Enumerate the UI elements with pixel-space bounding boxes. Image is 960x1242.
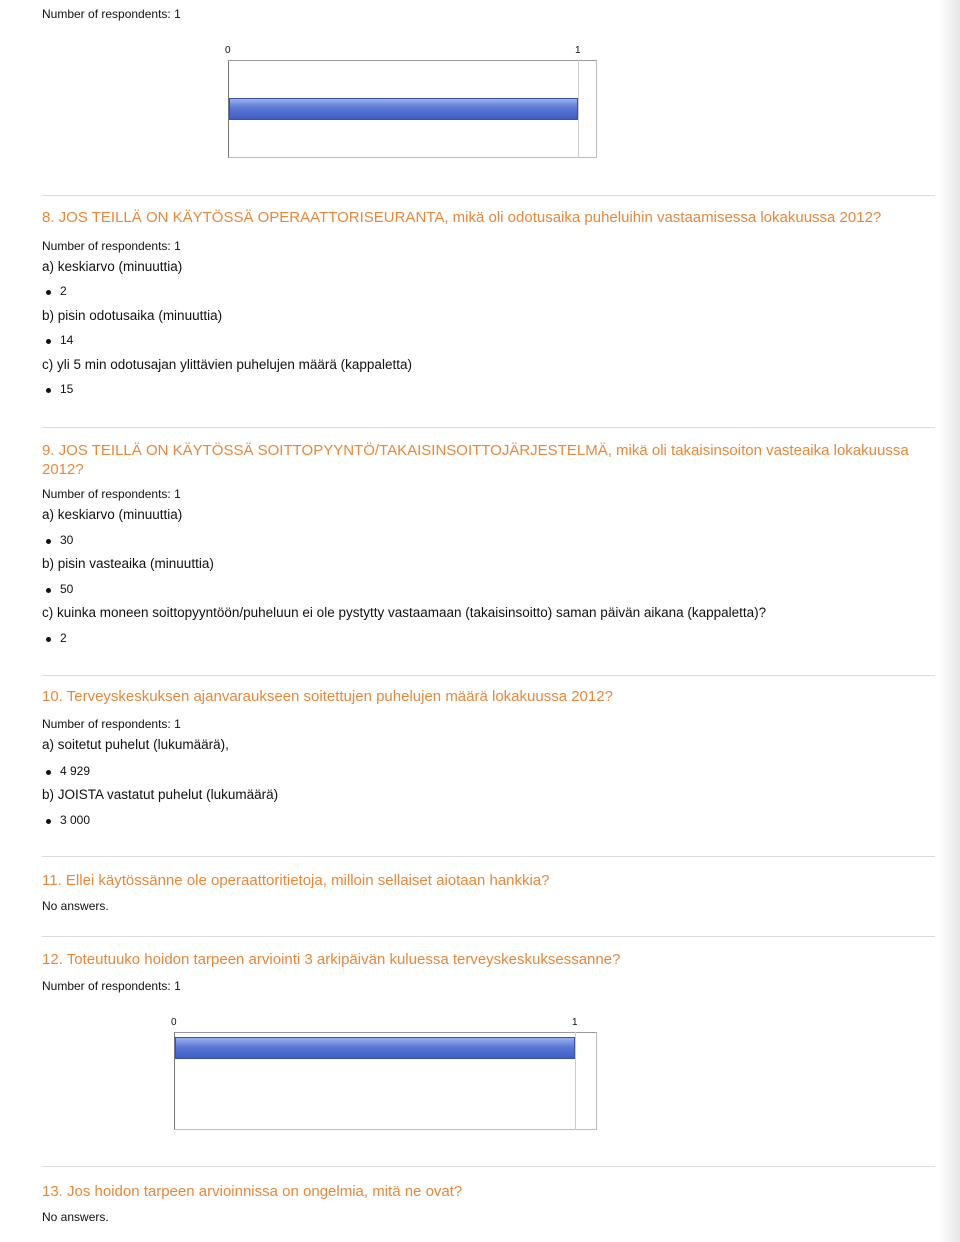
q10-item-b-label: b) JOISTA vastatut puhelut (lukumäärä) [42, 787, 279, 802]
q8-item-b-label: b) pisin odotusaika (minuuttia) [42, 308, 223, 323]
separator [42, 1166, 935, 1167]
q10-item-a-value: 4 929 [46, 764, 90, 778]
q10-item-a-label: a) soitetut puhelut (lukumäärä), [42, 737, 229, 752]
x-tick-label: 0 [225, 45, 231, 56]
separator [42, 675, 935, 676]
bullet-icon [46, 770, 51, 775]
bullet-icon [46, 588, 51, 593]
q8-title: 8. JOS TEILLÄ ON KÄYTÖSSÄ OPERAATTORISEURANTA, mikä oli odotusaika puheluihin vastaamisessa lokakuussa 2012? [42, 209, 882, 226]
separator [42, 856, 935, 857]
q9-item-a-value: 30 [46, 533, 73, 547]
q8-item-b-value: 14 [46, 333, 73, 347]
chart1-bar-chart [0, 40, 620, 165]
chart2-bar-chart [0, 1012, 620, 1137]
q9-item-a-label: a) keskiarvo (minuuttia) [42, 507, 183, 522]
q9-respondents: Number of respondents: 1 [42, 487, 181, 501]
q9-title-line1: 9. JOS TEILLÄ ON KÄYTÖSSÄ SOITTOPYYNTÖ/TAKAISINSOITTOJÄRJESTELMÄ, mikä oli takaisinsoiton vasteaika lokakuussa [42, 442, 909, 459]
q8-item-c-label: c) yli 5 min odotusajan ylittävien puhelujen määrä (kappaletta) [42, 357, 412, 372]
bullet-icon [46, 388, 51, 393]
bar [175, 1037, 575, 1059]
q12-respondents: Number of respondents: 1 [42, 979, 181, 993]
q9-item-b-label: b) pisin vasteaika (minuuttia) [42, 556, 214, 571]
chart1-respondents: Number of respondents: 1 [42, 7, 181, 21]
gridline [578, 60, 579, 158]
q9-title-line2: 2012? [42, 461, 84, 478]
separator [42, 936, 935, 937]
x-tick-label: 0 [171, 1017, 177, 1028]
q8-respondents: Number of respondents: 1 [42, 239, 181, 253]
bullet-icon [46, 539, 51, 544]
gridline [575, 1032, 576, 1130]
q11-title: 11. Ellei käytössänne ole operaattoritietoja, milloin sellaiset aiotaan hankkia? [42, 872, 550, 889]
q8-item-a-label: a) keskiarvo (minuuttia) [42, 259, 183, 274]
q13-no-answers: No answers. [42, 1210, 109, 1224]
q10-respondents: Number of respondents: 1 [42, 717, 181, 731]
q8-item-c-value: 15 [46, 382, 73, 396]
q10-title: 10. Terveyskeskuksen ajanvaraukseen soitettujen puhelujen määrä lokakuussa 2012? [42, 688, 613, 705]
q9-item-c-label: c) kuinka moneen soittopyyntöön/puheluun ei ole pystytty vastaamaan (takaisinsoitto) saman päivän aikana (kappaletta)? [42, 605, 767, 620]
x-tick-label: 1 [575, 45, 581, 56]
page-edge-shadow [938, 0, 960, 1242]
q9-item-b-value: 50 [46, 582, 73, 596]
q9-item-c-value: 2 [46, 631, 67, 645]
separator [42, 427, 935, 428]
bullet-icon [46, 339, 51, 344]
x-tick-label: 1 [572, 1017, 578, 1028]
bullet-icon [46, 819, 51, 824]
separator [42, 195, 935, 196]
bar [229, 98, 578, 120]
q12-title: 12. Toteutuuko hoidon tarpeen arviointi 3 arkipäivän kuluessa terveyskeskuksessanne? [42, 951, 621, 968]
bullet-icon [46, 637, 51, 642]
bullet-icon [46, 290, 51, 295]
q10-item-b-value: 3 000 [46, 813, 90, 827]
q11-no-answers: No answers. [42, 899, 109, 913]
q8-item-a-value: 2 [46, 284, 67, 298]
q13-title: 13. Jos hoidon tarpeen arvioinnissa on ongelmia, mitä ne ovat? [42, 1183, 463, 1200]
